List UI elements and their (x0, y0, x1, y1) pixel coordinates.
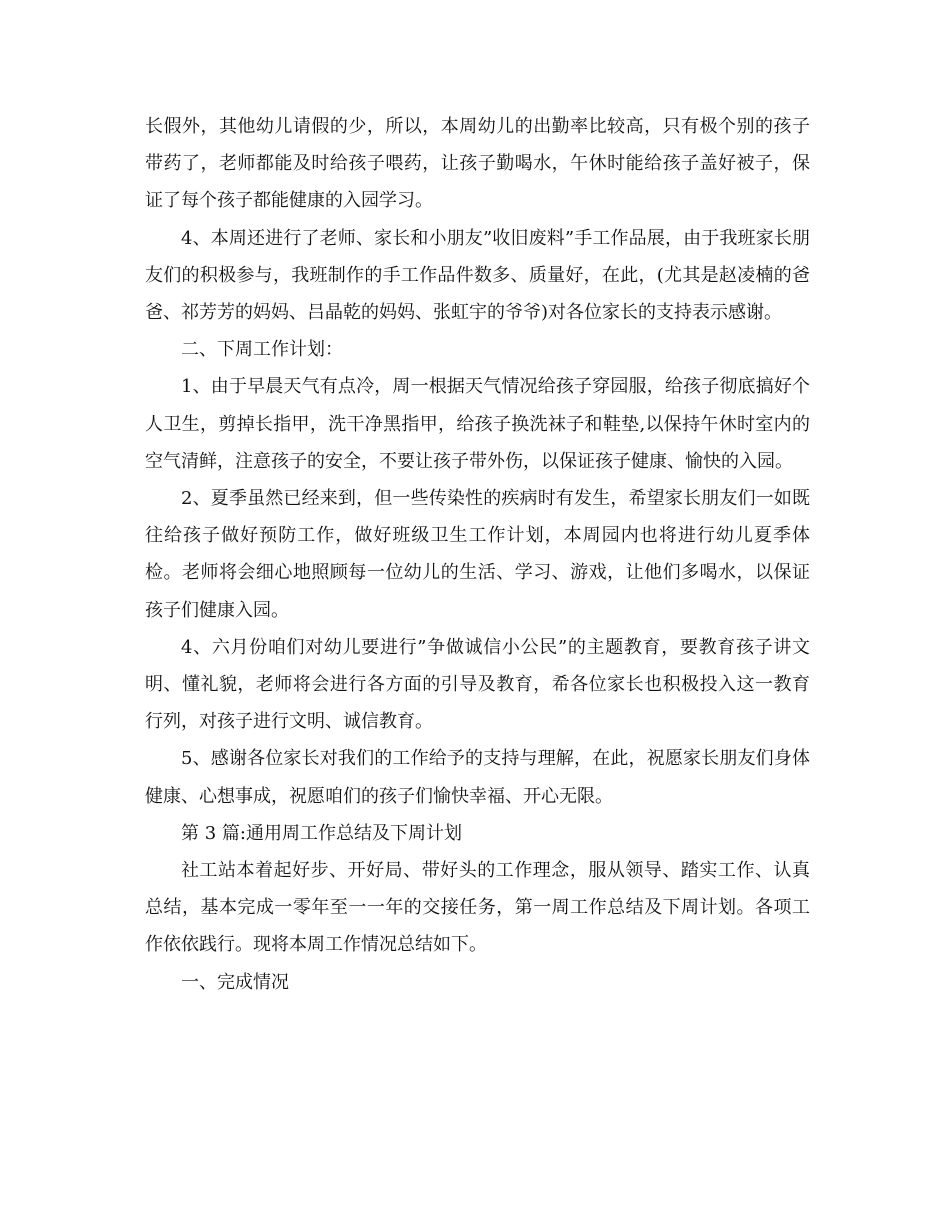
section-heading-next-week-plan: 二、下周工作计划： (181, 339, 343, 361)
section-heading-completion: 一、完成情况 (181, 971, 289, 993)
paragraph-plan-item-4: 4、六月份咱们对幼儿要进行”争做诚信小公民”的主题教育，要教育孩子讲文明、懂礼貌，老师将会进行各方面的引导及教育，希各位家长也积极投入这一教育行列，对孩子进行文明、诚信教育。 (145, 636, 810, 733)
paragraph-plan-item-2: 2、夏季虽然已经来到，但一些传染性的疾病时有发生，希望家长朋友们一如既往给孩子做好预防工作，做好班级卫生工作计划，本周园内也将进行幼儿夏季体检。老师将会细心地照顾每一位幼儿的生活、学习、游戏，让他们多喝水，以保证孩子们健康入园。 (145, 488, 810, 621)
paragraph-handicraft-exhibition: 4、本周还进行了老师、家长和小朋友”收旧废料”手工作品展，由于我班家长朋友们的积极参与，我班制作的手工作品件数多、质量好，在此，(尤其是赵凌楠的爸爸、祁芳芳的妈妈、吕晶乾的妈妈、张虹宇的爷爷)对各位家长的支持表示感谢。 (145, 227, 810, 324)
paragraph-attendance: 长假外，其他幼儿请假的少，所以，本周幼儿的出勤率比较高，只有极个别的孩子带药了，老师都能及时给孩子喂药，让孩子勤喝水，午休时能给孩子盖好被子，保证了每个孩子都能健康的入园学习。 (145, 116, 810, 212)
article-title: 第 3 篇:通用周工作总结及下周计划 (181, 822, 462, 844)
paragraph-plan-item-5: 5、感谢各位家长对我们的工作给予的支持与理解，在此，祝愿家长朋友们身体健康、心想事成，祝愿咱们的孩子们愉快幸福、开心无限。 (145, 748, 810, 807)
paragraph-social-work-station: 社工站本着起好步、开好局、带好头的工作理念，服从领导、踏实工作、认真总结，基本完成一零年至一一年的交接任务，第一周工作总结及下周计划。各项工作依依践行。现将本周工作情况总结如下。 (145, 860, 810, 956)
document-body (145, 108, 810, 1001)
paragraph-plan-item-1: 1、由于早晨天气有点冷，周一根据天气情况给孩子穿园服，给孩子彻底搞好个人卫生，剪掉长指甲，洗干净黑指甲，给孩子换洗袜子和鞋垫,以保持午休时室内的空气清鲜，注意孩子的安全，不要让孩子带外伤，以保证孩子健康、愉快的入园。 (145, 376, 810, 472)
